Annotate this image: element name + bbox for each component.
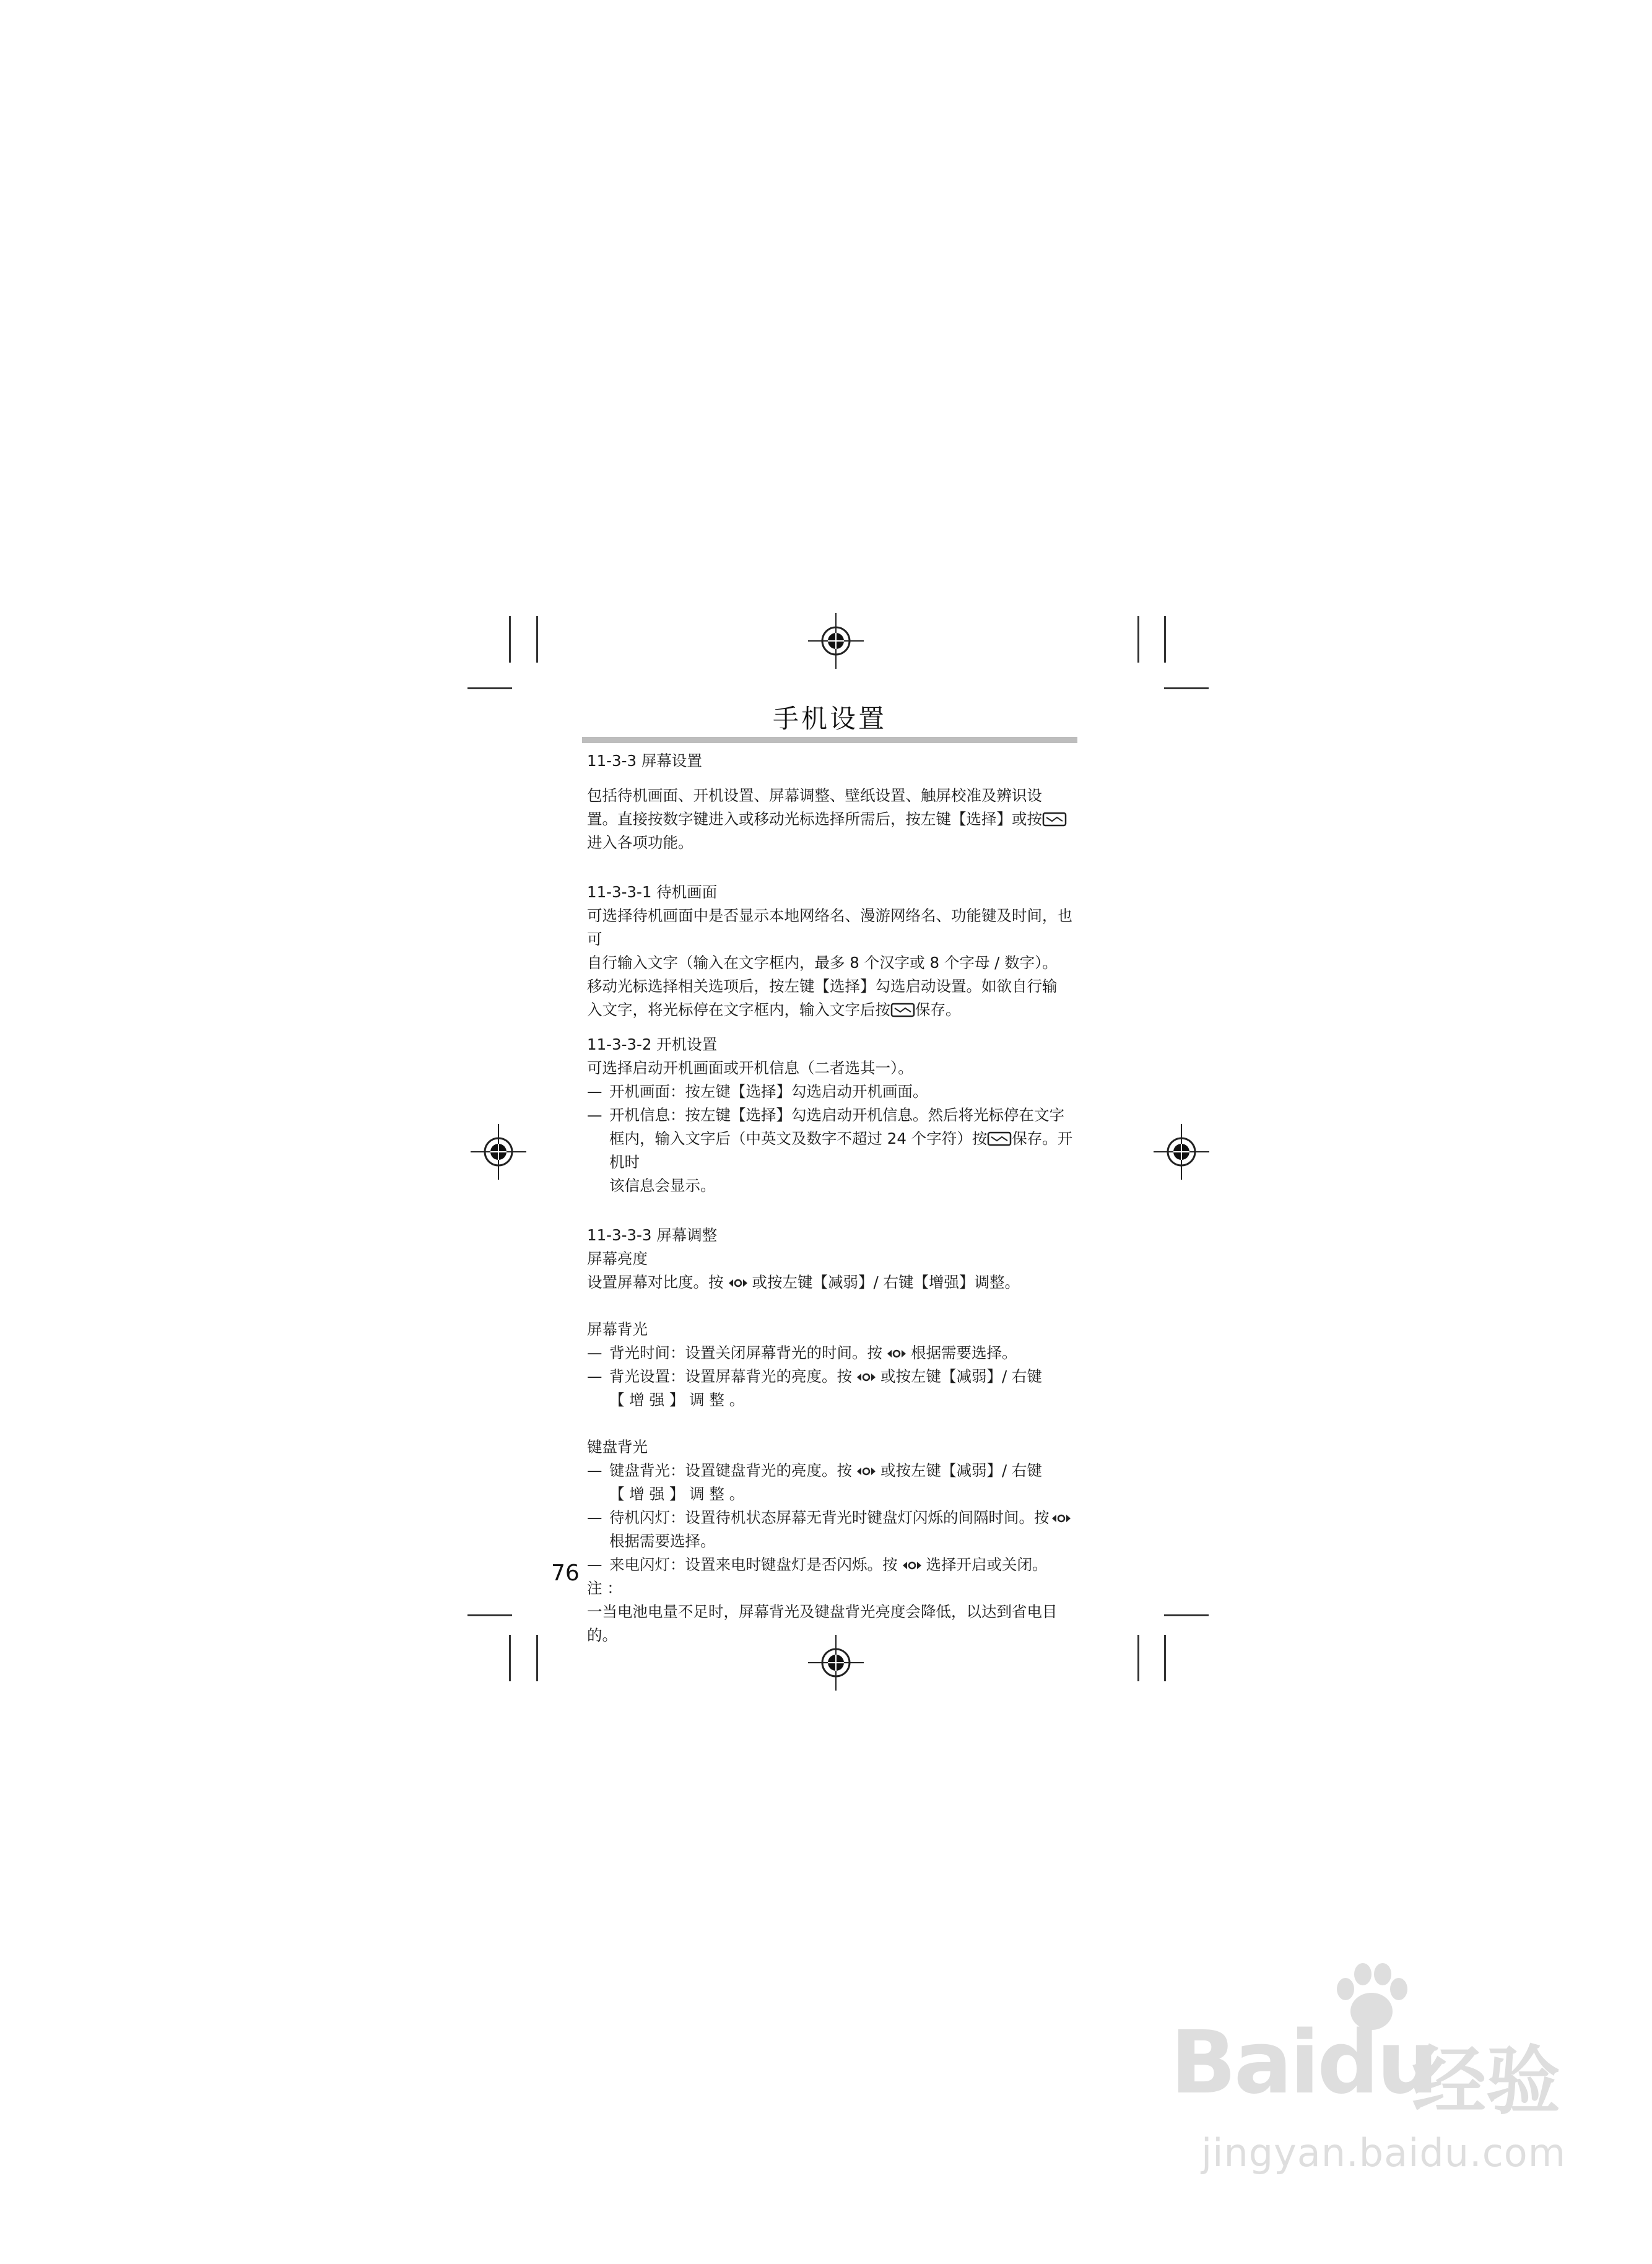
list-dash: —	[587, 1556, 602, 1574]
crop-mark	[467, 687, 512, 689]
subsection-heading: 屏幕背光	[587, 1320, 648, 1338]
crop-mark	[509, 1635, 511, 1681]
nav-key-icon	[728, 1277, 749, 1289]
list-dash: —	[587, 1367, 602, 1385]
crop-mark	[1164, 1614, 1209, 1616]
list-item-text: 该信息会显示。	[609, 1177, 716, 1195]
nav-key-icon	[856, 1465, 877, 1478]
nav-key-icon	[886, 1348, 907, 1360]
paragraph-line: 设置屏幕对比度。按	[587, 1273, 724, 1291]
crop-mark	[1164, 616, 1166, 663]
list-item	[587, 1341, 1082, 1365]
section-heading: 11-3-3-3 屏幕调整	[587, 1226, 718, 1244]
watermark-url: jingyan.baidu.com	[1201, 2130, 1567, 2175]
paragraph-line: 可选择启动开机画面或开机信息（二者选其一）。	[587, 1059, 913, 1077]
crop-mark	[1164, 687, 1209, 689]
list-dash: —	[587, 1082, 602, 1100]
list-item	[587, 1459, 1082, 1506]
paragraph-line: 入文字，将光标停在文字框内，输入文字后按	[587, 1001, 890, 1019]
list-dash: —	[587, 1344, 602, 1362]
list-item-text: 来电闪灯：设置来电时键盘灯是否闪烁。按	[609, 1556, 898, 1574]
list-item-text: 开机信息：按左键【选择】勾选启动开机信息。然后将光标停在文字	[609, 1106, 1064, 1124]
list-dash: —	[587, 1106, 602, 1124]
watermark-logo-cn: 经验	[1412, 2039, 1560, 2125]
list-item-text: 或按左键【减弱】/ 右键	[880, 1461, 1043, 1479]
note-text: 一当电池电量不足时，屏幕背光及键盘背光亮度会降低，以达到省电目的。	[587, 1603, 1058, 1644]
list-item-text: 待机闪灯：设置待机状态屏幕无背光时键盘灯闪烁的间隔时间。按	[609, 1509, 1050, 1526]
list-item-text: 框内，输入文字后（中英文及数字不超过 24 个字符）按	[609, 1130, 988, 1147]
list-item	[587, 1506, 1082, 1553]
nav-key-icon	[856, 1371, 877, 1383]
list-item	[587, 1104, 1082, 1198]
list-item-text: 【 增 强 】 调 整 。	[609, 1391, 745, 1409]
paragraph-line: 移动光标选择相关选项后，按左键【选择】勾选启动设置。如欲自行输	[587, 977, 1058, 995]
registration-mark-icon	[1154, 1124, 1209, 1180]
paragraph-line: 进入各项功能。	[587, 834, 693, 851]
section-heading: 11-3-3-1 待机画面	[587, 883, 718, 901]
paragraph-line: 包括待机画面、开机设置、屏幕调整、壁纸设置、触屏校准及辨识设	[587, 786, 1042, 804]
registration-mark-icon	[808, 613, 864, 669]
page-content	[587, 749, 1082, 1647]
list-item-text: 开机画面：按左键【选择】勾选启动开机画面。	[609, 1082, 928, 1100]
list-item-text: 背光设置：设置屏幕背光的亮度。按	[609, 1367, 852, 1385]
crop-mark	[467, 1614, 512, 1616]
paragraph-line: 或按左键【减弱】/ 右键【增强】调整。	[752, 1273, 1020, 1291]
section-heading: 11-3-3 屏幕设置	[587, 752, 702, 770]
list-dash: —	[587, 1461, 602, 1479]
envelope-key-icon	[890, 1002, 915, 1018]
nav-key-icon	[902, 1559, 923, 1572]
crop-mark	[536, 1635, 538, 1681]
section-heading: 11-3-3-2 开机设置	[587, 1035, 718, 1053]
crop-mark	[1137, 1635, 1139, 1681]
list-item-text: 保存。开机时	[609, 1130, 1073, 1171]
envelope-key-icon	[1042, 811, 1067, 827]
paragraph-line: 置。直接按数字键进入或移动光标选择所需后，按左键【选择】或按	[587, 810, 1042, 828]
paragraph-line: 保存。	[915, 1001, 961, 1019]
registration-mark-icon	[471, 1124, 526, 1180]
list-item-text: 键盘背光：设置键盘背光的亮度。按	[609, 1461, 852, 1479]
note-heading: 注 ：	[587, 1579, 622, 1597]
subsection-heading: 键盘背光	[587, 1438, 648, 1456]
list-item-text: 选择开启或关闭。	[926, 1556, 1048, 1574]
watermark-logo-text: Bai	[1170, 2013, 1318, 2114]
page-title: 手机设置	[772, 703, 887, 734]
paragraph-line: 自行输入文字（输入在文字框内，最多 8 个汉字或 8 个字母 / 数字）。	[587, 954, 1058, 972]
list-item	[587, 1365, 1082, 1412]
crop-mark	[536, 616, 538, 663]
crop-mark	[1164, 1635, 1166, 1681]
list-item	[587, 1080, 1082, 1104]
watermark	[1164, 1957, 1598, 2180]
list-item-text: 根据需要选择。	[911, 1344, 1017, 1362]
crop-mark	[1137, 616, 1139, 663]
list-item-text: 背光时间：设置关闭屏幕背光的时间。按	[609, 1344, 882, 1362]
list-dash: —	[587, 1509, 602, 1526]
list-item-text: 根据需要选择。	[609, 1532, 716, 1550]
nav-key-icon	[1051, 1512, 1072, 1525]
page-number: 76	[551, 1561, 580, 1586]
crop-mark	[509, 616, 511, 663]
list-item-text: 【 增 强 】 调 整 。	[609, 1485, 745, 1503]
list-item-text: 或按左键【减弱】/ 右键	[880, 1367, 1043, 1385]
watermark-logo-text: du	[1317, 2013, 1437, 2114]
subsection-heading: 屏幕亮度	[587, 1250, 648, 1268]
list-item	[587, 1553, 1082, 1577]
title-divider	[582, 737, 1077, 743]
paragraph-line: 可选择待机画面中是否显示本地网络名、漫游网络名、功能键及时间，也可	[587, 907, 1072, 948]
envelope-key-icon	[987, 1131, 1012, 1147]
